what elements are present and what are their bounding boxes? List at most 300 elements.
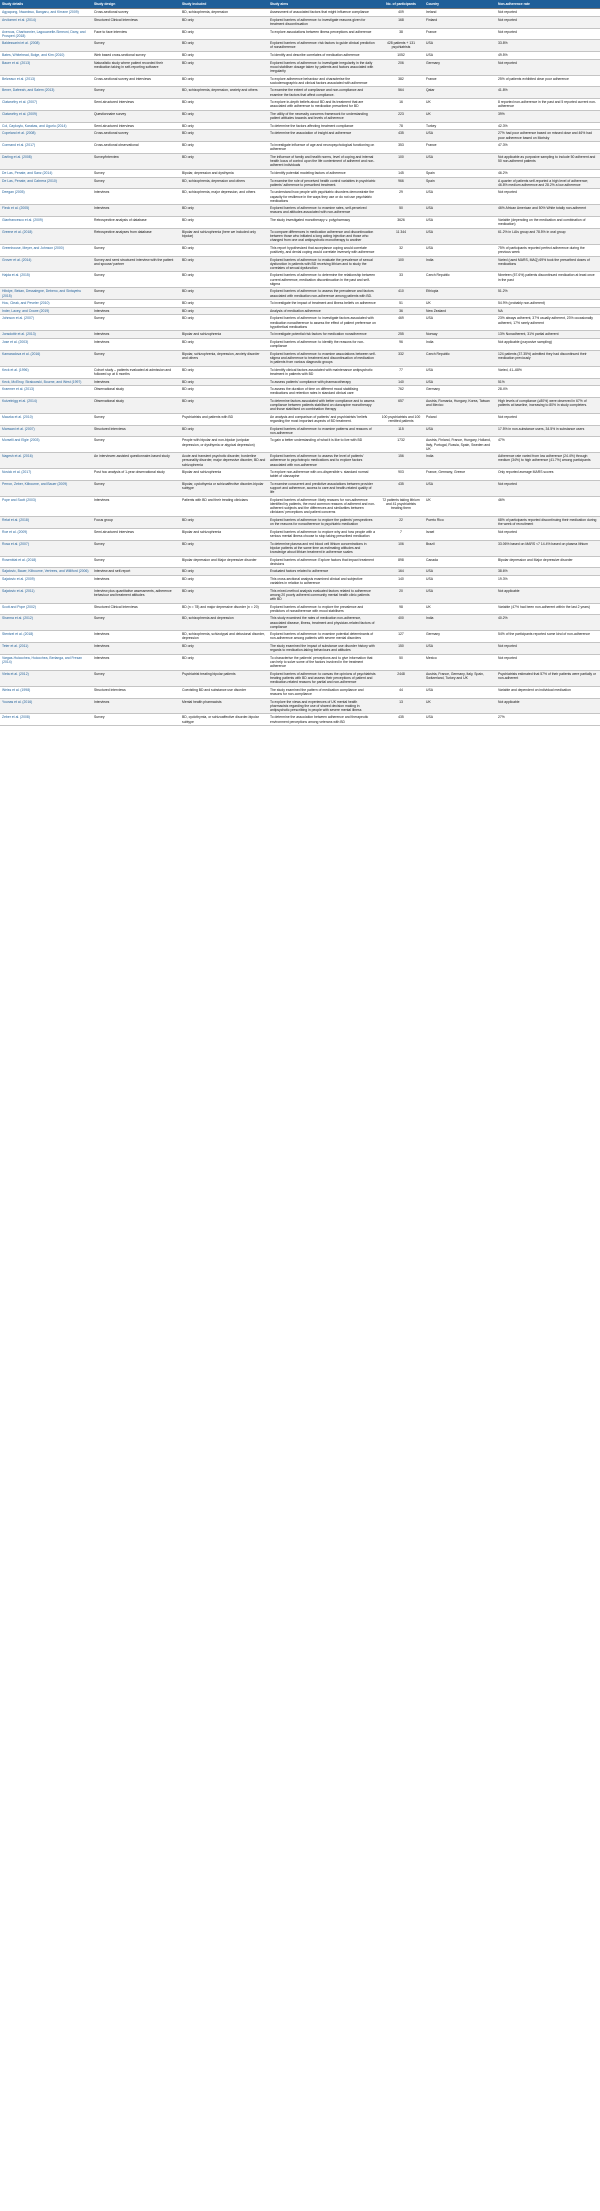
cell-study-included: Patients with BD and their treating clinicians <box>180 496 268 516</box>
cell-study-design: Survey <box>92 300 180 308</box>
cell-study-included: BD, schizophrenia and depression <box>180 615 268 631</box>
table-row <box>0 87 600 99</box>
header-participants: No. of participants <box>378 0 424 9</box>
cell-study-details[interactable]: Bates, Whitehead, Bolge, and Kim (2010) <box>0 52 92 60</box>
table-row <box>0 272 600 288</box>
cell-country: Czech Republic <box>424 272 496 288</box>
cell-study-included: BD only <box>180 517 268 529</box>
cell-study-details[interactable]: Sajatovic et al. (2009) <box>0 575 92 587</box>
cell-study-included: BD only <box>180 288 268 300</box>
table-row <box>0 413 600 425</box>
cell-non-adherence-rate: 68% of participants reported discontinuing their medication during the week of recruitment <box>496 517 600 529</box>
cell-country: Israel <box>424 528 496 540</box>
cell-study-design: Post hoc analysis of 1-year observational study <box>92 469 180 481</box>
cell-study-details[interactable]: Vieta et al. (2012) <box>0 670 92 686</box>
cell-non-adherence-rate: 39% <box>496 111 600 123</box>
cell-participants: 382 <box>378 75 424 87</box>
cell-study-design: Interviews <box>92 575 180 587</box>
table-row <box>0 643 600 655</box>
cell-study-aims: To examine the extent of compliance and non-compliance and examine the factors that affect compliance. <box>268 87 378 99</box>
table-row <box>0 244 600 256</box>
cell-participants: 1052 <box>378 52 424 60</box>
cell-study-details[interactable]: Hajda et al. (2015) <box>0 272 92 288</box>
cell-study-details[interactable]: Pope and Scott (2003) <box>0 496 92 516</box>
cell-study-design: Survey <box>92 169 180 177</box>
cell-non-adherence-rate: 13% Nonadherent, 31% partial adherent <box>496 331 600 339</box>
cell-study-details[interactable]: Fleck et al. (2005) <box>0 205 92 217</box>
cell-study-aims: To examine concurrent and predictive associations between provider support and adherence, access to care and health-related quality of life <box>268 481 378 497</box>
table-row <box>0 528 600 540</box>
cell-study-design: Cohort study – patients evaluated at admission and followed up at 6 months <box>92 366 180 378</box>
cell-study-aims: Explored barriers of adherence: to examine potential determinants of non-adherence among patients with severe mental disorders <box>268 631 378 643</box>
cell-study-included: BD only <box>180 378 268 386</box>
cell-study-aims: Explored barriers of adherence: to determine the relationship between current adherence, medication discontinuation in the past and self-stigma <box>268 272 378 288</box>
cell-participants: 100 <box>378 154 424 170</box>
cell-study-details[interactable]: Deegan (2005) <box>0 189 92 205</box>
cell-study-design: Survey <box>92 350 180 366</box>
cell-non-adherence-rate: 54% of the participants reported some kind of non-adherence <box>496 631 600 643</box>
table-row <box>0 205 600 217</box>
cell-study-details[interactable]: Jonsdottir et al. (2013) <box>0 331 92 339</box>
cell-study-details[interactable]: Baldessarini et al. (2008) <box>0 40 92 52</box>
cell-study-design: Survey <box>92 244 180 256</box>
cell-study-design: Interviews <box>92 643 180 655</box>
cell-non-adherence-rate: 40.2% <box>496 615 600 631</box>
cell-study-details[interactable]: Keck et al. (1996) <box>0 366 92 378</box>
cell-country: Qatar <box>424 87 496 99</box>
cell-non-adherence-rate: Only reported average MARS scores <box>496 469 600 481</box>
cell-study-design: Web based cross-sectional survey <box>92 52 180 60</box>
cell-study-aims: Explored barriers of adherence: to examine associations between self-stigma and adherence to treatment and discontinuation of medication in patients from various diagnostic groups <box>268 350 378 366</box>
cell-study-details[interactable]: Clatworthy et al. (2007) <box>0 99 92 111</box>
cell-study-aims: To identify potential modeling factors of adherence <box>268 169 378 177</box>
cell-study-aims: To determine the association between adherence and therapeutic environment perceptions among veterans with BD <box>268 714 378 726</box>
cell-country: USA <box>424 378 496 386</box>
cell-study-details[interactable]: Rosenblat et al. (2018) <box>0 556 92 568</box>
cell-study-details[interactable]: Relat et al. (2018) <box>0 517 92 529</box>
cell-study-design: Interview and self-report <box>92 568 180 576</box>
cell-participants: 13 <box>378 698 424 714</box>
cell-non-adherence-rate: Not applicable as purposive sampling to include 50 adherent and 50 non-adherent patients <box>496 154 600 170</box>
cell-study-design: Survey <box>92 540 180 556</box>
table-row <box>0 698 600 714</box>
cell-study-design: Survey <box>92 288 180 300</box>
cell-study-included: BD only <box>180 111 268 123</box>
cell-study-aims: To determine factors associated with better compliance and to assess compliance between patients stabilised on olanzapine monotherapy and those stabilised on combination therapy <box>268 397 378 413</box>
cell-study-details[interactable]: Clatworthy et al. (2009) <box>0 111 92 123</box>
cell-study-design: An interviewer-assisted questionnaire-based study <box>92 453 180 469</box>
cell-study-details[interactable]: Vargas-Huicochea, Huicochea, Berlanga, and Fresan (2014) <box>0 654 92 670</box>
cell-country: USA <box>424 714 496 726</box>
table-row <box>0 453 600 469</box>
table-row <box>0 714 600 726</box>
cell-country: Austria, Finland, France, Hungary, Holland, Italy, Portugal, Russia, Spain, Sweden and UK <box>424 437 496 453</box>
cell-country: USA <box>424 425 496 437</box>
table-body <box>0 9 600 726</box>
cell-study-details[interactable]: Roe et al. (2009) <box>0 528 92 540</box>
cell-study-details[interactable]: Greenhouse, Meyer, and Johnson (2000) <box>0 244 92 256</box>
cell-study-aims: Evaluated factors related to adherence <box>268 568 378 576</box>
cell-participants: 435 <box>378 714 424 726</box>
table-row <box>0 122 600 130</box>
cell-study-included: Bipolar depression and Major depressive disorder <box>180 556 268 568</box>
cell-study-details[interactable]: Younas et al. (2016) <box>0 698 92 714</box>
cell-study-design: Survey <box>92 481 180 497</box>
cell-study-aims: This study examined the rates of medication non-adherence, associated disease, illness, treatment and physician-related factors of compliance <box>268 615 378 631</box>
cell-study-details[interactable]: Kutzelnigg et al. (2014) <box>0 397 92 413</box>
cell-study-details[interactable]: De Las, Penate, and Cabrera (2010) <box>0 177 92 189</box>
cell-study-design: Cross-sectional survey <box>92 9 180 17</box>
table-row <box>0 437 600 453</box>
cell-study-details[interactable]: Weiss et al. (1998) <box>0 686 92 698</box>
table-row <box>0 556 600 568</box>
cell-study-aims: To understand how people with psychiatric disorders demonstrate the capacity for resilience in the ways they use or do not use psychiatric medications <box>268 189 378 205</box>
cell-study-details[interactable]: Grover et al. (2014) <box>0 256 92 272</box>
cell-non-adherence-rate: Not reported <box>496 189 600 205</box>
cell-country: France <box>424 28 496 40</box>
cell-study-aims: To assess the duration of time on different mood stabilising medications and retention rates in standard clinical care <box>268 386 378 398</box>
table-header-row <box>0 0 600 9</box>
cell-study-details[interactable]: Stentzel et al. (2018) <box>0 631 92 643</box>
cell-study-aims: The influence of family and health norms, level of coping and internal health locus of control upon the life contentment of adherent and non-adherent individuals <box>268 154 378 170</box>
table-row <box>0 130 600 142</box>
table-row <box>0 256 600 272</box>
cell-participants: 11 344 <box>378 228 424 244</box>
cell-study-included: BD only <box>180 386 268 398</box>
cell-study-aims: Explored barriers of adherence: to explore the patients' perspectives on the reasons for nonadherence to psychiatric medication <box>268 517 378 529</box>
cell-non-adherence-rate: 28.4% <box>496 386 600 398</box>
cell-country: USA <box>424 587 496 603</box>
cell-study-details[interactable]: Bauer et al. (2013) <box>0 59 92 75</box>
cell-participants: 435 <box>378 130 424 142</box>
cell-study-details[interactable]: Perron, Zeber, Kilbourne, and Bauer (2009) <box>0 481 92 497</box>
cell-study-details[interactable]: Sharma et al. (2012) <box>0 615 92 631</box>
cell-non-adherence-rate: Nineteen (57.6%) patients discontinued medication at least once in the past <box>496 272 600 288</box>
cell-participants: 409 <box>378 9 424 17</box>
cell-study-details[interactable]: Bener, Dafeeah, and Salem (2013) <box>0 87 92 99</box>
table-row <box>0 568 600 576</box>
cell-study-design: Survey <box>92 714 180 726</box>
table-row <box>0 9 600 17</box>
cell-participants: 7 <box>378 528 424 540</box>
cell-non-adherence-rate: A quarter of patients self-reported a high level of adherence; 46.8% medium adherence and 28.2% a low adherence <box>496 177 600 189</box>
cell-study-design: Face to face interview <box>92 28 180 40</box>
cell-country: USA <box>424 575 496 587</box>
cell-study-included: BD only <box>180 307 268 315</box>
cell-study-design: Survey <box>92 556 180 568</box>
cell-participants: 100 <box>378 256 424 272</box>
cell-study-included: BD only <box>180 205 268 217</box>
cell-study-details[interactable]: Johnson et al. (2007) <box>0 315 92 331</box>
cell-study-included: BD only <box>180 75 268 87</box>
table-row <box>0 52 600 60</box>
cell-country: France <box>424 142 496 154</box>
cell-study-details[interactable]: Teter et al. (2011) <box>0 643 92 655</box>
cell-study-included: BD, schizophrenia, major depression, and others <box>180 189 268 205</box>
cell-study-details[interactable]: Cormand et al. (2017) <box>0 142 92 154</box>
cell-participants: 156 <box>378 453 424 469</box>
cell-study-included: Coexisting BD and substance use disorder <box>180 686 268 698</box>
cell-study-design: Survey <box>92 272 180 288</box>
cell-participants: 51 <box>378 300 424 308</box>
cell-study-included: BD only <box>180 339 268 351</box>
cell-study-included: BD only <box>180 28 268 40</box>
cell-non-adherence-rate: Adherence rate varied from low adherence (24.4%) through medium (34%) to high adherence (41.7%) among participants <box>496 453 600 469</box>
cell-study-design: Survey <box>92 315 180 331</box>
cell-participants: 72 patients taking lithium and 41 psychiatrists treating them <box>378 496 424 516</box>
cell-study-details[interactable]: Greene et al. (2018) <box>0 228 92 244</box>
cell-study-details[interactable]: Nagesh et al. (2016) <box>0 453 92 469</box>
cell-study-aims: This cross-sectional analysis examined clinical and subjective variables in relation to adherence <box>268 575 378 587</box>
cell-study-details[interactable]: Jose et al. (2003) <box>0 339 92 351</box>
cell-study-aims: To explore the views and experiences of UK mental health pharmacists regarding the use of shared decision making in antipsychotic prescribing in people with severe mental illness <box>268 698 378 714</box>
table-row <box>0 654 600 670</box>
cell-study-aims: Explored barriers of adherence: to investigate factors associated with medication nonadherence to assess the effect of patient preference on hypothetical medications <box>268 315 378 331</box>
cell-participants: 564 <box>378 87 424 99</box>
cell-country: USA <box>424 189 496 205</box>
cell-participants: 150 <box>378 643 424 655</box>
table-row <box>0 575 600 587</box>
cell-non-adherence-rate: Variable and dependent on individual medication <box>496 686 600 698</box>
cell-non-adherence-rate: 27% <box>496 714 600 726</box>
cell-study-details[interactable]: Belzeaux et al. (2013) <box>0 75 92 87</box>
cell-participants: 898 <box>378 556 424 568</box>
cell-study-design: Retrospective analyses from database <box>92 228 180 244</box>
cell-study-design: Interviews <box>92 698 180 714</box>
cell-study-aims: Explored barriers of adherence: to investigate irregularity in the daily mood stabiliser dosage taken by patients and factors associated with irregularity <box>268 59 378 75</box>
cell-study-details[interactable]: Copeland et al. (2008) <box>0 130 92 142</box>
cell-study-details[interactable]: Gianfrancesco et al. (2009) <box>0 217 92 229</box>
cell-non-adherence-rate: 124 patients (37.35%) admitted they had discontinued their medication previously <box>496 350 600 366</box>
cell-study-details[interactable]: Sajatovic, Bauer, Kilbourne, Vertrees, and Williford (2006) <box>0 568 92 576</box>
cell-study-design: Semi-structured interviews <box>92 122 180 130</box>
cell-country: USA <box>424 154 496 170</box>
cell-study-included: BD only <box>180 130 268 142</box>
cell-country: India <box>424 453 496 469</box>
cell-study-included: BD only <box>180 244 268 256</box>
cell-study-included: BD only <box>180 366 268 378</box>
table-row <box>0 496 600 516</box>
cell-participants: 164 <box>378 568 424 576</box>
cell-study-details[interactable]: Zeber et al. (2008) <box>0 714 92 726</box>
cell-study-details[interactable]: Hou, Cleak, and Peveler (2010) <box>0 300 92 308</box>
table-row <box>0 217 600 229</box>
cell-study-design: Survey <box>92 437 180 453</box>
cell-non-adherence-rate: 33.8% <box>496 40 600 52</box>
table-row <box>0 378 600 386</box>
cell-non-adherence-rate: Not applicable (purposive sampling) <box>496 339 600 351</box>
cell-participants: 657 <box>378 397 424 413</box>
cell-study-details[interactable]: Keck, McElroy, Strakowski, Bourne, and West (1997) <box>0 378 92 386</box>
table-row <box>0 481 600 497</box>
cell-study-details[interactable]: Col, Caykoylu, Karakas, and Ugurlu (2014) <box>0 122 92 130</box>
cell-study-included: BD only <box>180 315 268 331</box>
cell-study-design: Structured interviews <box>92 686 180 698</box>
cell-study-aims: Explored barriers of adherence: to examine patterns and reasons of non-adherence <box>268 425 378 437</box>
cell-study-included: Bipolar, schizophrenia, depression, anxiety disorder and others <box>180 350 268 366</box>
cell-non-adherence-rate: 47% <box>496 437 600 453</box>
cell-study-design: Observational study <box>92 397 180 413</box>
cell-non-adherence-rate: 51.2% <box>496 288 600 300</box>
cell-study-design: Interviews <box>92 307 180 315</box>
cell-study-design: Naturalistic study where patient recorded their medication taking in self-reporting software <box>92 59 180 75</box>
cell-study-design: Semi-structured interviews <box>92 528 180 540</box>
table-row <box>0 169 600 177</box>
cell-country: Spain <box>424 169 496 177</box>
cell-study-aims: To characterise the patients' perceptions and to give information that can help to solve some of the factors involved in the treatment adherence <box>268 654 378 670</box>
cell-study-included: Mental health pharmacists <box>180 698 268 714</box>
cell-study-aims: To identify and describe correlates of medication adherence <box>268 52 378 60</box>
cell-study-included: BD only <box>180 654 268 670</box>
cell-study-aims: To determine plasma and red blood cell lithium concentrations in bipolar patients at the same time as estimating attitudes and knowledge about lithium treatment in adherence scales <box>268 540 378 556</box>
cell-study-aims: Explored barriers of adherence: to assess the level of patients' adherence to psychotropic medications and to explore factors associated with non-adherence <box>268 453 378 469</box>
cell-study-aims: Explored barriers of adherence: to explore the prevalence and predictors of nonadherence with mood stabilisers <box>268 603 378 615</box>
cell-study-design: Survey <box>92 615 180 631</box>
cell-non-adherence-rate: 19.3% <box>496 575 600 587</box>
cell-non-adherence-rate: Not reported <box>496 16 600 28</box>
cell-country: Mexico <box>424 654 496 670</box>
cell-study-details[interactable]: Sajatovic et al. (2011) <box>0 587 92 603</box>
cell-study-details[interactable]: Kamaradova et al. (2016) <box>0 350 92 366</box>
cell-country: USA <box>424 568 496 576</box>
cell-non-adherence-rate: 23% always adherent, 37% usually adherent, 23% occasionally adherent, 17% rarely adherent <box>496 315 600 331</box>
cell-study-included: BD, schizophrenia, depression <box>180 9 268 17</box>
cell-study-details[interactable]: Hibdye, Bekan, Dessalegne, Debeno, and Sintayehu (2015) <box>0 288 92 300</box>
cell-study-aims: To determine the factors affecting treatment compliance <box>268 122 378 130</box>
cell-country: USA <box>424 643 496 655</box>
cell-non-adherence-rate: 46% African American and 50% White totally non-adherent <box>496 205 600 217</box>
cell-study-included: Bipolar, cyclothymia or schizoaffective disorder-bipolar subtype <box>180 481 268 497</box>
cell-participants: 435 <box>378 481 424 497</box>
cell-non-adherence-rate: Psychiatrists estimated that 57% of their patients were partially or non-adherent <box>496 670 600 686</box>
cell-country: Brazil <box>424 540 496 556</box>
cell-study-details[interactable]: Manwani et al. (2007) <box>0 425 92 437</box>
cell-non-adherence-rate: 75% of participants reported perfect adherence during the previous week <box>496 244 600 256</box>
cell-country: Germany <box>424 631 496 643</box>
cell-country: USA <box>424 228 496 244</box>
table-row <box>0 189 600 205</box>
cell-participants: 2448 <box>378 670 424 686</box>
cell-country: Germany <box>424 59 496 75</box>
table-row <box>0 517 600 529</box>
cell-study-design: Retrospective analysis of database <box>92 217 180 229</box>
table-row <box>0 16 600 28</box>
cell-study-details[interactable]: Darling et al. (2008) <box>0 154 92 170</box>
cell-study-details[interactable]: Inder, Lacey, and Crowe (2019) <box>0 307 92 315</box>
cell-country: Norway <box>424 331 496 339</box>
cell-study-design: Interview plus quantitative assessments, adherence behaviour and treatment attitudes <box>92 587 180 603</box>
cell-non-adherence-rate: Not reported <box>496 9 600 17</box>
header-study-included: Study included <box>180 0 268 9</box>
cell-study-included: Psychiatrist treating bipolar patients <box>180 670 268 686</box>
cell-participants: 38 <box>378 28 424 40</box>
cell-study-design: Survey <box>92 87 180 99</box>
table-row <box>0 615 600 631</box>
cell-study-details[interactable]: Novick et al. (2017) <box>0 469 92 481</box>
cell-study-details[interactable]: De Las, Penate, and Sanz (2014) <box>0 169 92 177</box>
cell-study-aims: The utility of the necessity concerns framework for understanding patient attitudes towards and levels of adherence <box>268 111 378 123</box>
cell-study-details[interactable]: Averous, Charbonnier, Lagouanelle-Simeoni, Dany, and Prosperi (2018) <box>0 28 92 40</box>
cell-study-design: Focus group <box>92 517 180 529</box>
cell-study-details[interactable]: Kraemer et al. (2013) <box>0 386 92 398</box>
cell-participants: 127 <box>378 631 424 643</box>
cell-study-details[interactable]: Arvilommi et al. (2014) <box>0 16 92 28</box>
cell-study-design: Cross-sectional survey and interviews <box>92 75 180 87</box>
cell-non-adherence-rate: Not reported <box>496 413 600 425</box>
cell-study-details[interactable]: Rosa et al. (2007) <box>0 540 92 556</box>
cell-study-included: BD only <box>180 16 268 28</box>
cell-non-adherence-rate: 27% had poor adherence based on missed dose and 46% had poor adherence based on Morisky <box>496 130 600 142</box>
table-row <box>0 587 600 603</box>
cell-non-adherence-rate: 25% of patients exhibited clear poor adherence <box>496 75 600 87</box>
cell-non-adherence-rate: Bipolar depression and Major depressive disorder <box>496 556 600 568</box>
cell-country: USA <box>424 244 496 256</box>
cell-study-aims: To explore non-adherence with oro-dispersible v. standard normal tablet of olanzapine <box>268 469 378 481</box>
table-row <box>0 28 600 40</box>
cell-study-design: Interviews <box>92 331 180 339</box>
cell-study-design: Structured Clinical Interviews <box>92 603 180 615</box>
cell-country: India <box>424 256 496 272</box>
cell-study-details[interactable]: Agyapong, Nwankwo, Bangaru, and Kirrane (2009) <box>0 9 92 17</box>
cell-non-adherence-rate: Not applicable <box>496 698 600 714</box>
cell-participants: 469 <box>378 315 424 331</box>
cell-study-aims: Explored barriers of adherence: to assess the prevalence and factors associated with medication non-adherence among patients with BD. <box>268 288 378 300</box>
cell-country: Czech Republic <box>424 350 496 366</box>
cell-country: USA <box>424 481 496 497</box>
cell-study-aims: To investigate potential risk factors for medication nonadherence <box>268 331 378 339</box>
cell-study-aims: To investigate influence of age and neuropsychological functioning on adherence <box>268 142 378 154</box>
cell-non-adherence-rate: 38.6% <box>496 568 600 576</box>
cell-study-details[interactable]: Scott and Pope (2002) <box>0 603 92 615</box>
table-row <box>0 177 600 189</box>
cell-study-included: BD only <box>180 217 268 229</box>
cell-non-adherence-rate: NA <box>496 307 600 315</box>
cell-country: Turkey <box>424 122 496 130</box>
header-study-details: Study details <box>0 0 92 9</box>
cell-study-included: BD only <box>180 643 268 655</box>
cell-study-aims: To explore in-depth beliefs about BD and its treatment that are associated with adherence to medication prescribed for BD <box>268 99 378 111</box>
cell-study-included: BD only <box>180 142 268 154</box>
cell-participants: 36 <box>378 307 424 315</box>
cell-study-details[interactable]: Morselli and Elgie (2003) <box>0 437 92 453</box>
cell-country: USA <box>424 40 496 52</box>
cell-participants: 115 <box>378 425 424 437</box>
table-row <box>0 307 600 315</box>
cell-country: Ethiopia <box>424 288 496 300</box>
cell-study-included: BD (n = 78) and major depressive disorder (n = 20) <box>180 603 268 615</box>
cell-study-design: Cross-sectional survey <box>92 130 180 142</box>
cell-study-included: Bipolar and schizophrenia <box>180 528 268 540</box>
cell-study-design: Observational study <box>92 386 180 398</box>
cell-participants: 78 <box>378 122 424 130</box>
cell-study-included: Acute and transient psychotic disorder, borderline personality disorder, major depressive disorder, BD and schizophrenia <box>180 453 268 469</box>
cell-study-aims: To examine the role of perceived health control variables in psychiatric patients' adherence to prescribed treatment. <box>268 177 378 189</box>
cell-participants: 145 <box>378 169 424 177</box>
cell-participants: 100 psychiatrists and 100 remitted patients <box>378 413 424 425</box>
table-row <box>0 154 600 170</box>
cell-country: New Zealand <box>424 307 496 315</box>
cell-non-adherence-rate: 33.06% based on MARS <7 14.4% based on plasma lithium <box>496 540 600 556</box>
cell-country: UK <box>424 698 496 714</box>
cell-country: USA <box>424 217 496 229</box>
cell-non-adherence-rate: Variable (47% had been non-adherent within the last 2 years) <box>496 603 600 615</box>
table-row <box>0 331 600 339</box>
cell-study-included: BD only <box>180 540 268 556</box>
cell-study-design: Semi-structured interviews <box>92 99 180 111</box>
cell-study-details[interactable]: Maczka et al. (2010) <box>0 413 92 425</box>
cell-country: USA <box>424 366 496 378</box>
cell-participants: 16 <box>378 99 424 111</box>
